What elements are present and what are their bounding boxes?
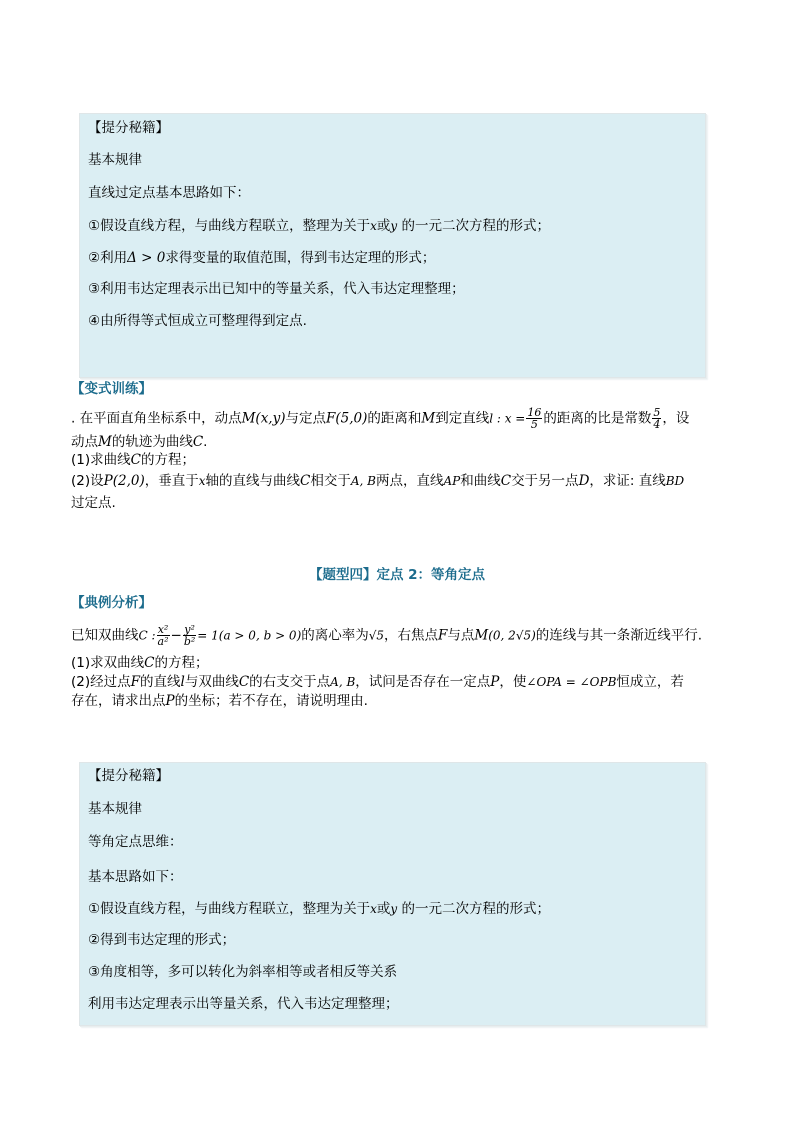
tips-box-2-step-2: ②得到韦达定理的形式； <box>88 932 236 948</box>
example-line-1: 已知双曲线C : $\frac{\text{x²}}{\text{a²}}$ − $\frac{\text{y²}}{\text{b²}}$ = 1(a > 0, b > 0)的离心率为√5，右焦点F与点M(0, 2√5)的连线与其一条渐近线平行. <box>71 623 703 648</box>
tips-box-2-step-1: ①假设直线方程，与曲线方程联立，整理为关于x或y 的一元二次方程的形式； <box>88 901 550 917</box>
tips-box-2 <box>79 762 706 1026</box>
fraction-y2-b2: $\frac{\text{y²}}{\text{b²}}$ <box>183 623 196 648</box>
tips-box-1 <box>79 113 706 378</box>
variant-question-2: (2)设P(2,0)，垂直于x轴的直线与曲线C相交于A, B两点，直线AP和曲线C交于另一点D，求证: 直线BD <box>71 473 685 489</box>
tips-box-1-step-4: ④由所得等式恒成立可整理得到定点. <box>88 313 307 329</box>
tips-box-1-subtitle: 基本规律 <box>88 152 142 168</box>
example-question-2-cont: 存在，请求出点P的坐标；若不存在，请说明理由. <box>71 693 368 709</box>
example-question-1: (1)求双曲线C的方程； <box>71 655 209 671</box>
tips-box-2-header: 【提分秘籍】 <box>88 768 169 784</box>
tips-box-2-step-3: ③角度相等，多可以转化为斜率相等或者相反等关系 <box>88 964 398 980</box>
tips-box-2-idea: 等角定点思维： <box>88 834 183 850</box>
variant-header: 【变式训练】 <box>71 381 152 397</box>
example-header: 【典例分析】 <box>71 595 152 611</box>
variant-line-2: 动点M的轨迹为曲线C. <box>71 434 208 450</box>
variant-line-1: . 在平面直角坐标系中，动点M(x,y)与定点F(5,0)的距离和M到定直线l : x = $\frac{16}{5}$ 的距离的比是常数 $\frac{5}{4}$ ，设 <box>71 406 690 431</box>
fraction-x2-a2: $\frac{\text{x²}}{\text{a²}}$ <box>157 623 169 648</box>
tips-box-1-step-3: ③利用韦达定理表示出已知中的等量关系，代入韦达定理整理； <box>88 281 465 297</box>
tips-box-1-step-1: ①假设直线方程，与曲线方程联立，整理为关于x或y 的一元二次方程的形式； <box>88 218 550 234</box>
tips-box-1-intro: 直线过定点基本思路如下： <box>88 185 250 201</box>
example-question-2: (2)经过点F的直线l与双曲线C的右支交于点A, B，试问是否存在一定点P，使∠OPA = ∠OPB恒成立，若 <box>71 674 684 690</box>
tips-box-2-intro: 基本思路如下： <box>88 869 183 885</box>
tips-box-2-step-4: 利用韦达定理表示出等量关系，代入韦达定理整理； <box>88 996 399 1012</box>
variant-question-1: (1)求曲线C的方程； <box>71 452 195 468</box>
section-title: 【题型四】定点 2：等角定点 <box>308 567 486 583</box>
tips-box-1-step-2: ②利用Δ > 0求得变量的取值范围，得到韦达定理的形式； <box>88 250 436 266</box>
tips-box-1-header: 【提分秘籍】 <box>88 120 169 136</box>
fraction-5-4: $\frac{5}{4}$ <box>653 406 661 431</box>
tips-box-2-subtitle: 基本规律 <box>88 801 142 817</box>
fraction-16-5: $\frac{16}{5}$ <box>527 406 542 431</box>
variant-question-2-cont: 过定点. <box>71 495 116 511</box>
